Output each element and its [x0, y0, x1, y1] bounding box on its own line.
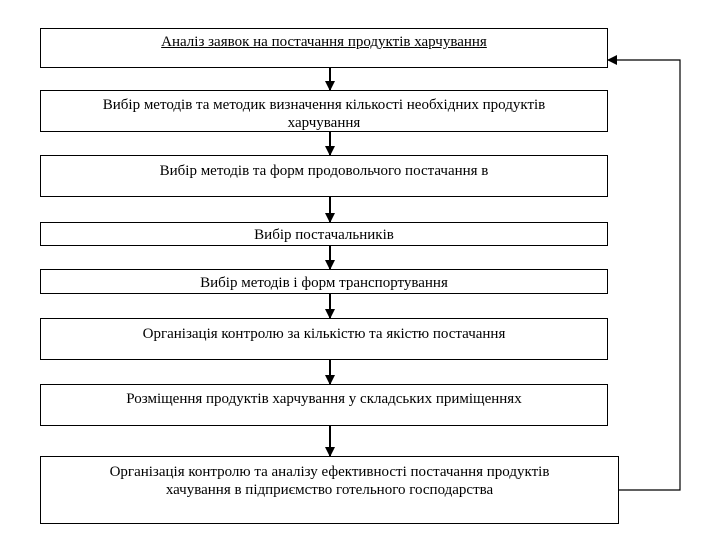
step-8-text-line2: хачування в підприємство готельного господарства: [165, 482, 494, 498]
step-4-text: Вибір постачальників: [254, 227, 394, 243]
step-6-box: [40, 318, 608, 360]
step-4-box: [40, 222, 608, 246]
step-2-text-line2: харчування: [287, 115, 361, 131]
step-8-text-line1: Організація контролю та аналізу ефективності постачання продуктів: [109, 464, 550, 480]
step-6-text: Організація контролю за кількістю та якістю постачання: [142, 326, 506, 342]
feedback-arrow: [608, 60, 680, 490]
step-5-text: Вибір методів і форм транспортування: [200, 275, 448, 291]
step-5-box: [40, 269, 608, 294]
step-8-box: [40, 456, 619, 524]
step-2-text-line1: Вибір методів та методик визначення кількості необхідних продуктів: [102, 97, 546, 113]
step-3-box: [40, 155, 608, 197]
step-1-box: [40, 28, 608, 68]
step-1-text: Аналіз заявок на постачання продуктів харчування: [161, 34, 487, 50]
step-7-box: [40, 384, 608, 426]
step-7-text: Розміщення продуктів харчування у складських приміщеннях: [126, 391, 522, 407]
step-3-text: Вибір методів та форм продовольчого постачання в: [159, 163, 489, 179]
step-2-box: [40, 90, 608, 132]
